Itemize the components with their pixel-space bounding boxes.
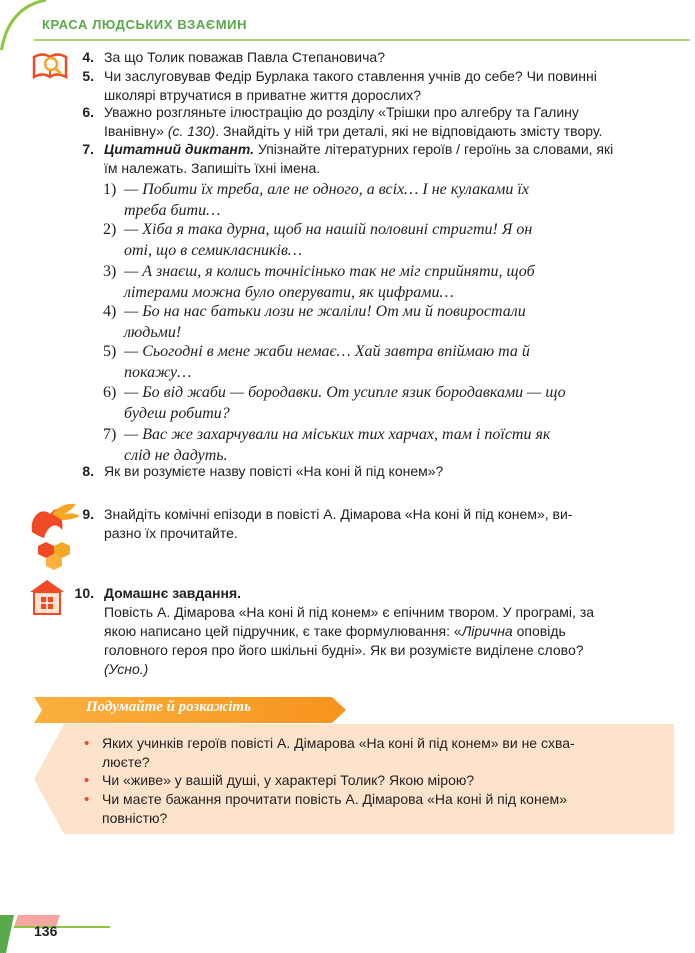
question-text: їм належать. Запишіть їхні імена. xyxy=(104,160,321,176)
question-number: 7. xyxy=(82,141,94,157)
quote-text: треба бити… xyxy=(124,202,221,219)
quote-text: оті, що в семикласників… xyxy=(124,242,303,259)
quote-text: будеш робити? xyxy=(124,405,230,422)
quote-text: — Побити їх треба, але не одного, а всіх… І не кулаками їх xyxy=(124,181,529,198)
page-number: 136 xyxy=(34,923,58,939)
question-text: Знайдіть комічні епізоди в повісті А. Дімарова «На коні й під конем», ви- xyxy=(104,506,573,522)
quote-number: 5) xyxy=(103,343,117,360)
question-text: За що Толик поважав Павла Степановича? xyxy=(104,49,385,65)
question-number: 9. xyxy=(82,506,94,522)
quote-number: 1) xyxy=(103,181,117,198)
quote-number: 2) xyxy=(103,221,117,238)
question-number: 6. xyxy=(82,104,94,120)
quote-number: 7) xyxy=(103,426,117,443)
question-text: разно їх прочитайте. xyxy=(104,525,238,541)
question-number: 8. xyxy=(82,463,94,479)
quote-number: 3) xyxy=(103,263,117,280)
quote-text: слід не дадуть. xyxy=(124,447,228,464)
question-text: Повість А. Дімарова «На коні й під конем» є епічним твором. У програмі, за xyxy=(104,604,595,620)
question-text: школярі втручатися в приватне життя дорослих? xyxy=(104,87,422,103)
quote-text: — Бо на нас батьки лози не жаліли! От ми й повиростали xyxy=(124,303,526,320)
question-number: 4. xyxy=(82,49,94,65)
question-text: якою написано цей підручник, є таке формулювання: « xyxy=(104,623,462,639)
footer-decoration xyxy=(0,913,120,953)
home-icon xyxy=(28,578,66,616)
question-text: Іванівну» xyxy=(104,123,164,139)
quote-text: — Вас же захарчували на міських тих харчах, там і поїсти як xyxy=(124,426,551,443)
quote-text: літерами можна було оперувати, як цифрами… xyxy=(124,284,454,301)
bullet-icon: • xyxy=(84,772,90,789)
quote-text: — А знаєш, я колись точнісінько так не міг сприйняти, щоб xyxy=(124,263,535,280)
question-text: (Усно.) xyxy=(104,661,149,677)
question-text: головного героя про його шкільні будні». Як ви розумієте виділене слово? xyxy=(104,642,584,658)
quote-number: 4) xyxy=(103,303,117,320)
task-title: Домашнє завдання. xyxy=(104,585,242,601)
question-text: . Знайдіть у ній три деталі, які не відповідають змісту твору. xyxy=(215,123,603,139)
quote-number: 6) xyxy=(103,384,117,401)
question-text: Як ви розумієте назву повісті «На коні й під конем»? xyxy=(104,463,444,479)
book-magnifier-icon xyxy=(31,49,69,81)
question-text: Чи заслуговував Федір Бурлака такого ставлення учнів до себе? Чи повинні xyxy=(104,68,597,84)
quote-text: покажу… xyxy=(124,364,192,381)
section-title: КРАСА ЛЮДСЬКИХ ВЗАЄМИН xyxy=(42,17,248,32)
question-number: 5. xyxy=(82,68,94,84)
quote-text: людьми! xyxy=(124,324,182,341)
question-text: Уважно розгляньте ілюстрацію до розділу «Трішки про алгебру та Галину xyxy=(104,104,579,120)
question-text: Упізнайте літературних героїв / героїнь за словами, які xyxy=(257,141,614,157)
quote-text: — Хіба я така дурна, щоб на нашій половині стригти! Я он xyxy=(124,221,533,238)
discussion-title: Подумайте й розкажіть xyxy=(86,699,251,715)
question-number: 10. xyxy=(74,585,94,601)
question-text: оповідь xyxy=(512,623,566,639)
page-reference: (с. 130) xyxy=(167,123,216,139)
bullet-icon: • xyxy=(84,791,90,808)
quote-text: — Бо від жаби — бородавки. От усипле язик бородавками — що xyxy=(124,384,566,401)
task-title: Цитатний диктант. xyxy=(104,141,255,157)
bullet-icon: • xyxy=(84,735,90,752)
quote-text: — Сьогодні в мене жаби немає… Хай завтра впіймаю та й xyxy=(124,343,530,360)
highlighted-word: Лірична xyxy=(461,623,513,639)
